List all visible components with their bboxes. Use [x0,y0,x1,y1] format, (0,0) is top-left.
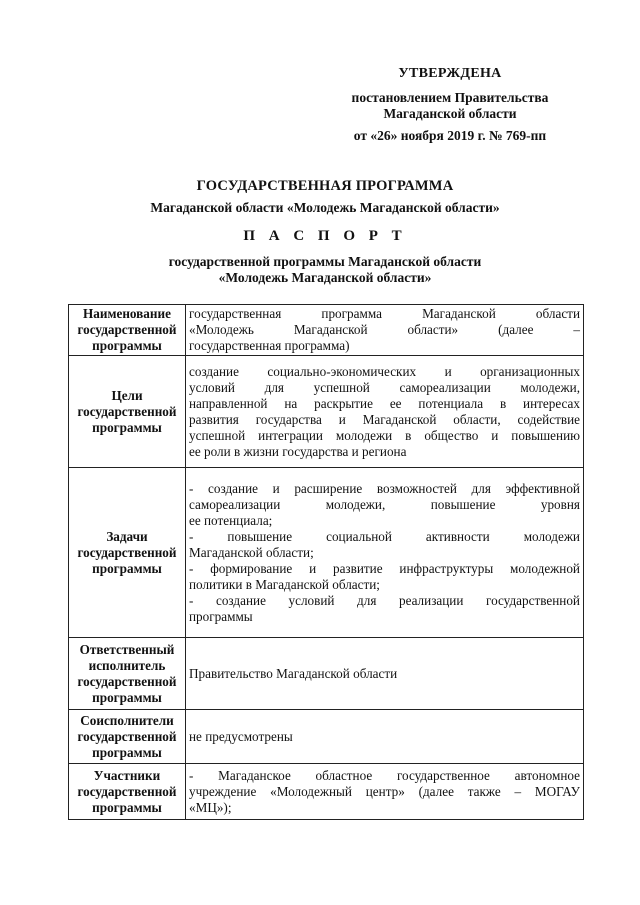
table-row [69,305,584,356]
table-row [69,710,584,764]
row-label-line: государственной [77,403,177,419]
row-value-line: учреждение «Молодежный центр» (далее также – МОГАУ [189,783,580,799]
row-value-line: «Молодежь Магаданской области» (далее – [189,322,580,337]
row-value-line: успешной интеграции молодежи в общество и повышению [189,427,580,443]
row-value [186,638,584,710]
row-value-line: государственная программа) [189,338,350,353]
approval-title: УТВЕРЖДЕНА [398,66,502,81]
row-value-line: самореализации молодежи, повышение уровня [189,496,580,512]
row-value-line: - повышение социальной активности молодежи [189,528,580,544]
table-row [69,356,584,468]
passport-heading: П А С П О Р Т [243,228,407,244]
passport-subtitle [70,254,580,286]
row-label-line: программы [92,338,162,353]
row-value-line: - создание условий для реализации государственной [189,592,580,608]
row-label-line: государственной [77,783,177,799]
row-label-line: Участники [93,767,161,783]
row-label-line: программы [92,419,162,435]
table-row [69,764,584,820]
row-value-line: не предусмотрены [189,728,293,744]
row-label [69,356,186,468]
row-label-line: программы [92,744,162,760]
row-value-line: развития государства и Магаданской области, содействие [189,411,580,427]
passport-table [68,304,584,820]
row-label-line: Задачи [106,528,148,544]
row-value [186,764,584,820]
row-label-line: государственной [77,544,177,560]
row-label-line: программы [92,560,162,576]
row-value-line: направленной на раскрытие ее потенциала в интересах [189,395,580,411]
program-heading: ГОСУДАРСТВЕННАЯ ПРОГРАММА [196,178,454,194]
program-name: Магаданской области «Молодежь Магаданской области» [150,200,500,215]
passport-subtitle-line-1: государственной программы Магаданской области [168,254,482,269]
row-label-line: исполнитель [88,657,166,673]
row-value-line: Магаданской области; [189,544,314,560]
approval-line-1: постановлением Правительства [351,90,549,105]
row-value-line: создание социально-экономических и организационных [189,363,580,379]
row-value [186,356,584,468]
table-row [69,468,584,638]
passport-table-body [69,305,584,820]
row-value [186,305,584,356]
row-value-line: условий для успешной самореализации молодежи, [189,379,580,395]
approval-date: от «26» ноября 2019 г. № 769-пп [353,128,547,143]
row-label-line: государственной [77,673,177,689]
row-value-line: ее роли в жизни государства и региона [189,443,407,459]
passport-subtitle-line-2: «Молодежь Магаданской области» [218,270,432,285]
table-row [69,638,584,710]
row-label-line: государственной [77,728,177,744]
row-label-line: Соисполнители [80,712,174,728]
row-label-line: программы [92,799,162,815]
approval-line-2: Магаданской области [383,106,517,121]
row-label-line: Цели [111,387,143,403]
row-label-line: Ответственный [79,641,175,657]
row-value-line: программы [189,608,253,624]
row-label [69,468,186,638]
approval-block [300,66,600,144]
row-value-line: - Магаданское областное государственное автономное [189,767,580,783]
row-value-line: ее потенциала; [189,512,273,528]
row-label [69,638,186,710]
row-value-line: Правительство Магаданской области [189,665,398,681]
row-label [69,764,186,820]
row-label-line: государственной [77,322,177,337]
row-value [186,468,584,638]
row-value-line: «МЦ»); [189,799,232,815]
row-label [69,305,186,356]
row-value-line: политики в Магаданской области; [189,576,380,592]
row-label [69,710,186,764]
row-value-line: - создание и расширение возможностей для эффективной [189,480,580,496]
row-value [186,710,584,764]
row-label-line: программы [92,689,162,705]
row-label-line: Наименование [83,306,171,321]
row-value-line: государственная программа Магаданской области [189,306,580,321]
row-value-line: - формирование и развитие инфраструктуры молодежной [189,560,580,576]
